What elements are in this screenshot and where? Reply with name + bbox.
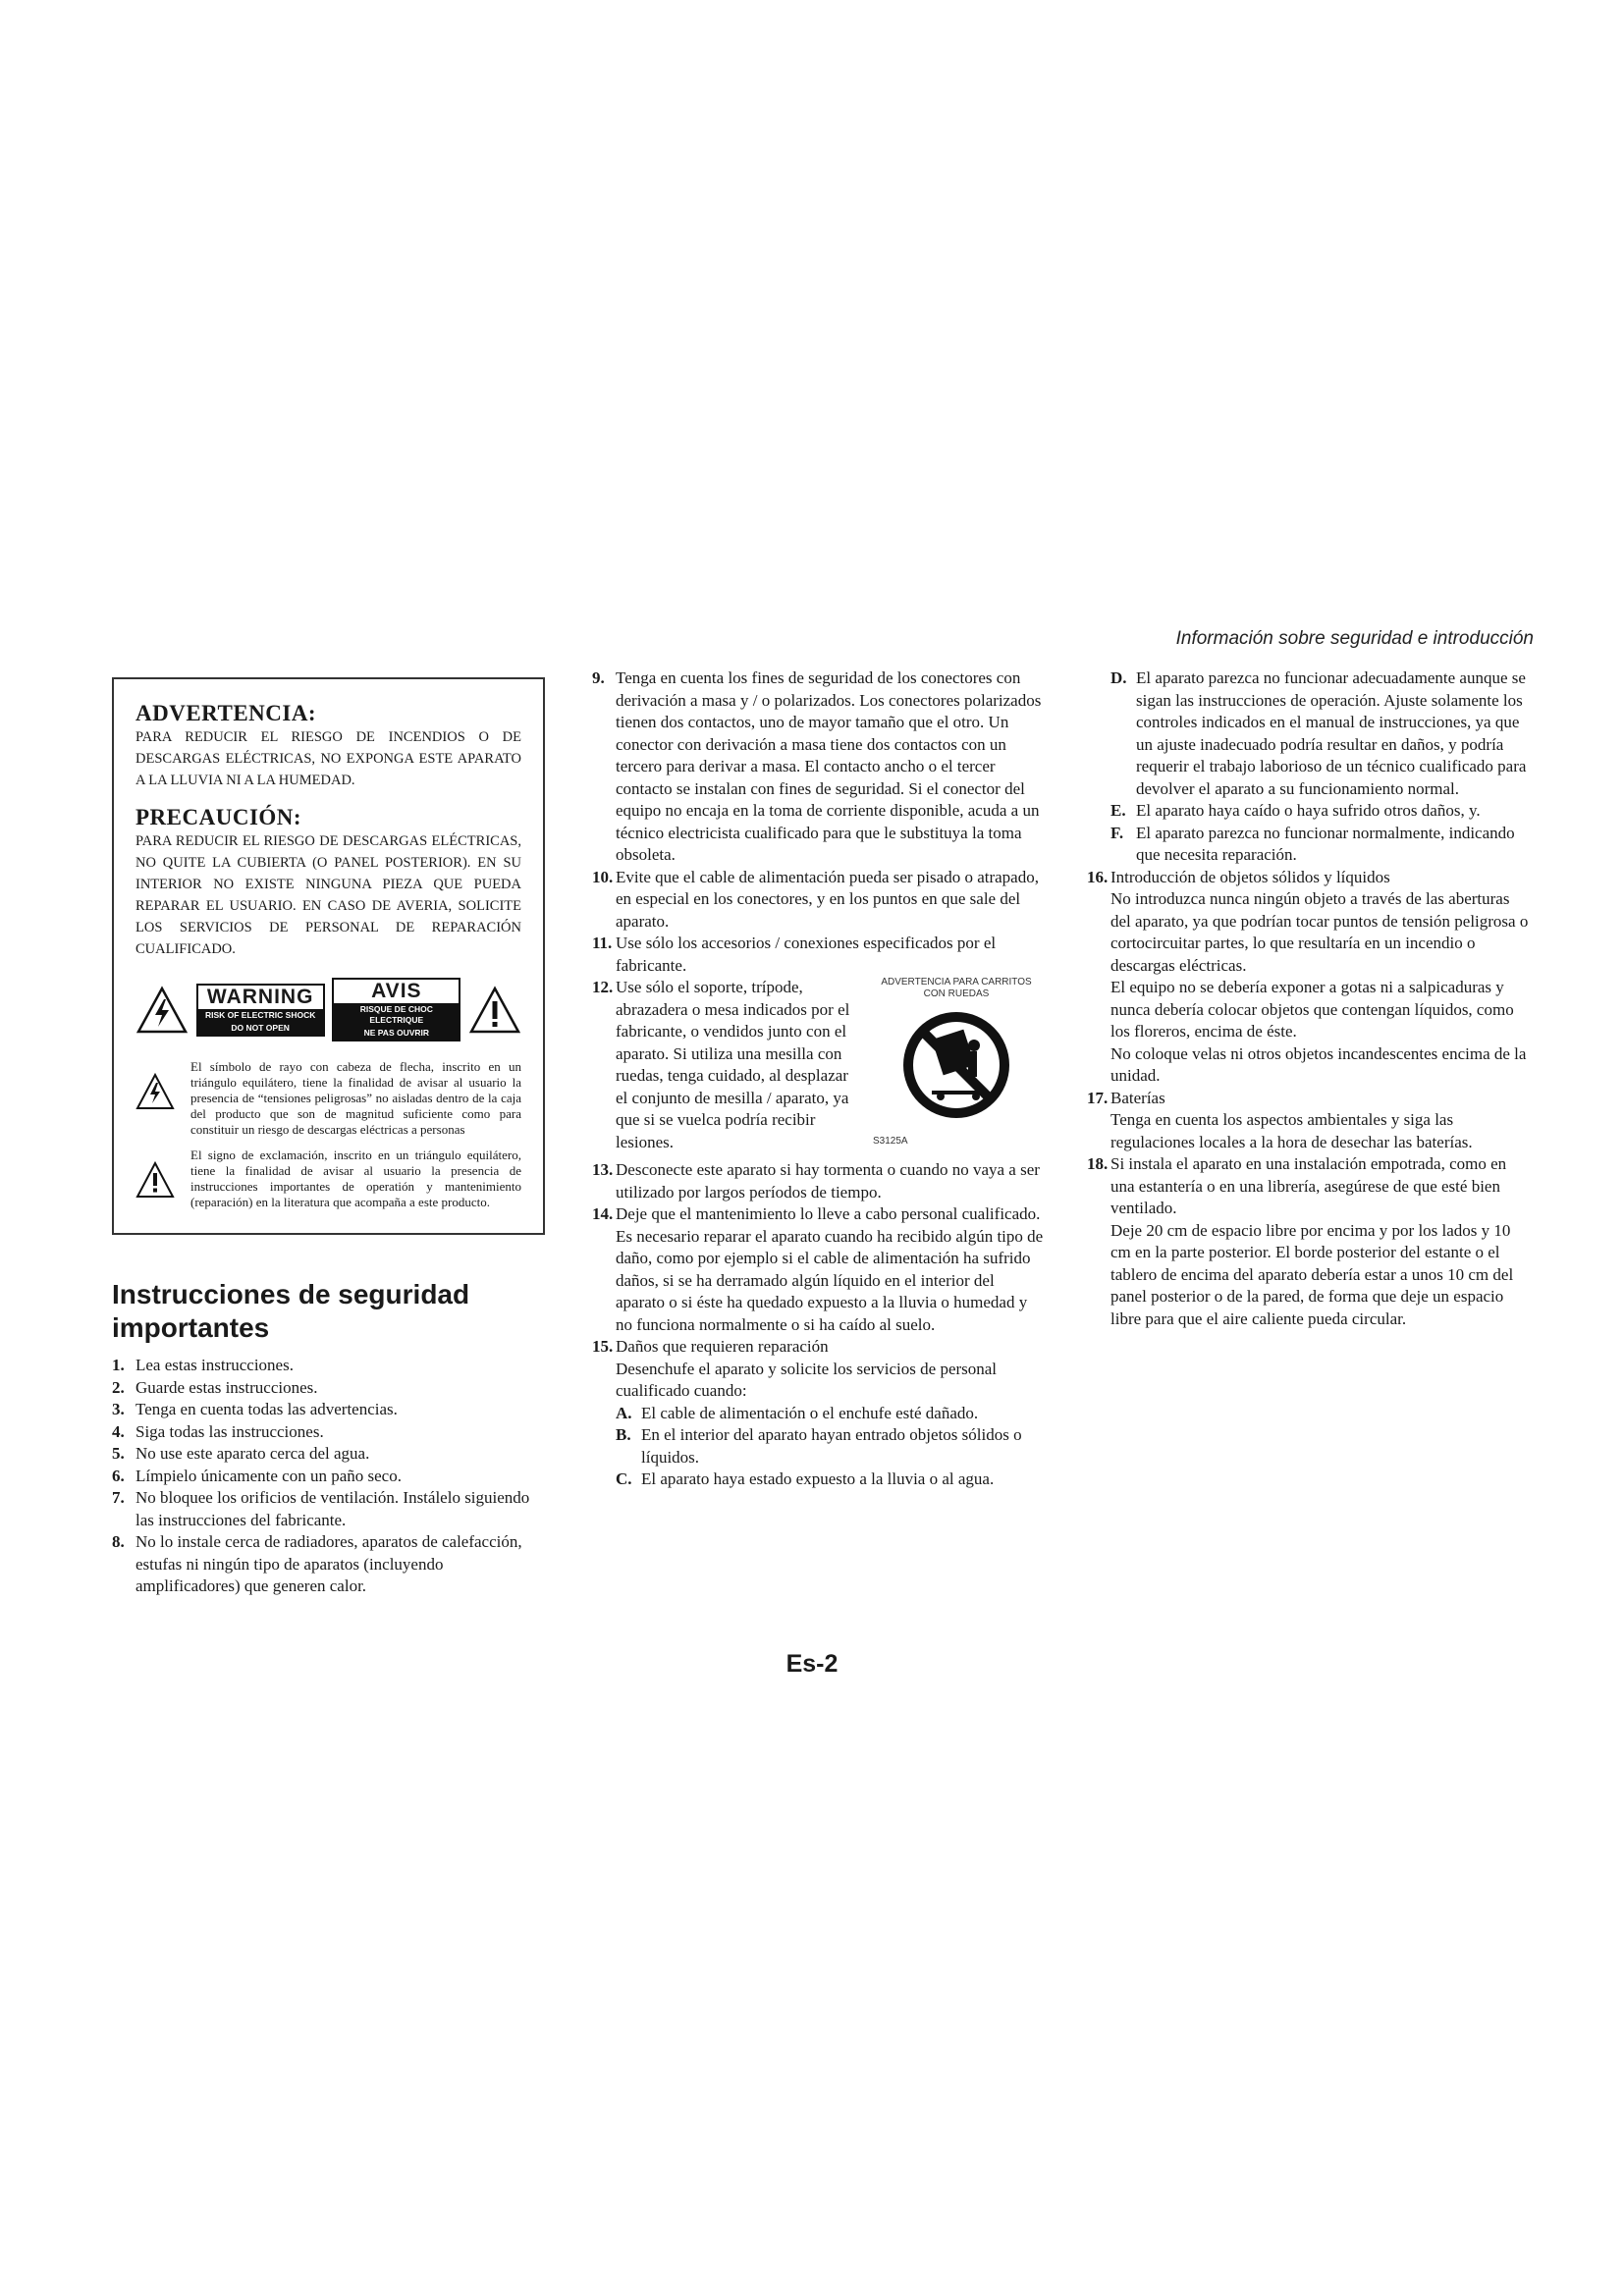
sub-item-letter: A.	[616, 1403, 632, 1422]
instructions-list-col1	[112, 1355, 544, 1598]
cart-tipover-icon	[897, 1006, 1015, 1124]
sub-item-b	[616, 1424, 1044, 1468]
item-number: 15.	[592, 1337, 614, 1356]
precaucion-text: PARA REDUCIR EL RIESGO DE DESCARGAS ELÉCTRICAS, NO QUITE LA CUBIERTA (O PANEL POSTERIOR). EN SU INTERIOR NO EXISTE NINGUNA PIEZA QUE PUEDA REPARAR EL USUARIO. EN CASO DE AVERIA, SOLICITE LOS SERVICIOS DE PERSONAL DE REPARACIÓN CUALIFICADO.	[135, 833, 521, 957]
item-number: 16.	[1087, 867, 1109, 886]
cart-caption-line2: CON RUEDAS	[923, 988, 990, 999]
sub-item-a	[616, 1403, 1044, 1425]
page-number: Es-2	[785, 1650, 839, 1678]
list-item-15	[592, 1336, 1044, 1491]
advertencia-title: ADVERTENCIA:	[135, 701, 317, 725]
item-text: Si instala el aparato en una instalación empotrada, como en una estantería o en una librería, asegúrese de que esté bien ventilado.	[1110, 1154, 1507, 1217]
item-text: Tenga en cuenta los fines de seguridad de los conectores con derivación a masa y / o polarizados. Los conectores polarizados tienen dos contactos, uno de mayor tamaño que el otro. Un conector con derivación a masa tiene dos contactos con un tercero para derivar a masa. El contacto ancho o el tercer contacto se instalan con fines de seguridad. Si el conector del equipo no encaja en la toma de corriente disponible, acuda a un técnico electricista cualificado para que le substituya la toma obsoleta.	[616, 668, 1042, 864]
list-item-11	[592, 933, 1044, 977]
list-item-17	[1087, 1088, 1531, 1154]
item-text: No lo instale cerca de radiadores, aparatos de calefacción, estufas ni ningún tipo de aparatos (incluyendo amplificadores) que generen calor.	[135, 1532, 522, 1595]
item-intro: Desenchufe el aparato y solicite los servicios de personal cualificado cuando:	[616, 1359, 998, 1400]
warning-label-line1: RISK OF ELECTRIC SHOCK	[198, 1009, 323, 1022]
sub-item-d	[1110, 667, 1531, 800]
exclamation-triangle-icon	[468, 986, 521, 1035]
sub-item-text: El aparato haya estado expuesto a la lluvia o al agua.	[641, 1469, 995, 1488]
item-number: 7.	[112, 1488, 125, 1507]
warning-labels-row	[135, 978, 521, 1041]
item-number: 9.	[592, 668, 605, 687]
list-item-14	[592, 1203, 1044, 1336]
item-number: 3.	[112, 1400, 125, 1418]
item-text: Daños que requieren reparación	[616, 1337, 829, 1356]
avis-label-title: AVIS	[371, 980, 422, 1002]
item-number: 13.	[592, 1160, 614, 1179]
warning-label-line2: DO NOT OPEN	[198, 1022, 323, 1035]
sub-item-f	[1110, 823, 1531, 867]
list-item	[112, 1355, 544, 1377]
list-item	[112, 1377, 544, 1400]
item-number: 14.	[592, 1204, 614, 1223]
item-number: 4.	[112, 1421, 125, 1441]
list-item	[112, 1531, 544, 1598]
item-number: 6.	[112, 1466, 125, 1485]
item-text: Límpielo únicamente con un paño seco.	[135, 1466, 402, 1485]
item-number: 8.	[112, 1532, 125, 1551]
precaucion-title: PRECAUCIÓN:	[135, 805, 302, 829]
lightning-triangle-icon	[135, 1073, 175, 1110]
sub-item-text: El aparato haya caído o haya sufrido otros daños, y.	[1136, 801, 1481, 820]
item-number: 17.	[1087, 1088, 1109, 1107]
list-item-18	[1087, 1153, 1531, 1330]
exclamation-explanation-text: El signo de exclamación, inscrito en un triángulo equilátero, tiene la finalidad de avisar al usuario la presencia de instrucciones importantes de operatión y mantenimiento (reparación) en la literatura que acompaña a este producto.	[190, 1148, 521, 1209]
item-text: Guarde estas instrucciones.	[135, 1377, 318, 1397]
item-text: Use sólo los accesorios / conexiones especificados por el fabricante.	[616, 934, 997, 975]
lightning-triangle-icon	[135, 986, 189, 1035]
cart-figure-code: S3125A	[873, 1135, 908, 1147]
sub-item-letter: E.	[1110, 801, 1126, 820]
running-header: Información sobre seguridad e introducción	[1175, 628, 1534, 649]
item-text: No use este aparato cerca del agua.	[135, 1444, 370, 1463]
item-text: No bloquee los orificios de ventilación. Instálelo siguiendo las instrucciones del fabricante.	[135, 1488, 530, 1529]
item-text: Deje que el mantenimiento lo lleve a cabo personal cualificado. Es necesario reparar el aparato cuando ha recibido algún tipo de daño, como por ejemplo si el cable de alimentación ha sufrido daños, si se ha derramado algún líquido en el interior del aparato o si éste ha quedado expuesto a la lluvia o humedad y no funciona normalmente o si ha caído al suelo.	[616, 1204, 1044, 1334]
item-text: Lea estas instrucciones.	[135, 1356, 294, 1374]
list-item	[112, 1399, 544, 1421]
section-title-line2: importantes	[112, 1312, 270, 1343]
item-paragraph: Deje 20 cm de espacio libre por encima y por los lados y 10 cm en la parte posterior. El borde posterior del estante o el tablero de encima del aparato debería estar a unos 10 cm del panel posterior o de la pared, de forma que deje un espacio libre para que el aire caliente pueda circular.	[1110, 1220, 1514, 1328]
sub-item-text: El aparato parezca no funcionar adecuadamente aunque se sigan las instrucciones de operación. Ajuste solamente los controles indicados en el manual de instrucciones, ya que un ajuste inadecuado podría resultar en daños, y podría requerir el trabajo laborioso de un técnico cualificado para devolver el aparato a su funcionamiento normal.	[1136, 668, 1527, 798]
sub-item-text: El cable de alimentación o el enchufe esté dañado.	[641, 1403, 979, 1422]
item-paragraph: No introduzca nunca ningún objeto a través de las aberturas del aparato, ya que podrían tocar puntos de tensión peligrosa o cortocircuitar partes, lo que resultaría en un incendio o descargas eléctricas.	[1110, 889, 1529, 975]
item-number: 10.	[592, 867, 614, 886]
advertencia-text: PARA REDUCIR EL RIESGO DE INCENDIOS O DE DESCARGAS ELÉCTRICAS, NO EXPONGA ESTE APARATO A LA LLUVIA NI A LA HUMEDAD.	[135, 729, 521, 788]
item-15-continued	[1087, 667, 1531, 867]
item-text: Baterías	[1110, 1088, 1165, 1107]
sub-item-e	[1110, 800, 1531, 823]
lightning-explanation	[135, 1059, 521, 1138]
avis-label-line1: RISQUE DE CHOC ELECTRIQUE	[334, 1003, 459, 1027]
sub-item-letter: D.	[1110, 668, 1127, 687]
list-item	[112, 1487, 544, 1531]
sub-item-text: El aparato parezca no funcionar normalmente, indicando que necesita reparación.	[1136, 823, 1515, 864]
item-text: Siga todas las instrucciones.	[135, 1421, 324, 1441]
item-number: 11.	[592, 934, 613, 952]
lightning-explanation-text: El símbolo de rayo con cabeza de flecha, inscrito en un triángulo equilátero, tiene la finalidad de avisar al usuario la presencia de “tensiones peligrosas” no aisladas dentro de la caja del producto que son de magnitud suficiente como para constituir un riesgo de descargas eléctricas a personas	[190, 1059, 521, 1137]
warning-label-title: WARNING	[206, 985, 314, 1008]
avis-label	[332, 978, 460, 1041]
sub-item-letter: C.	[616, 1469, 632, 1488]
cart-caption-line1: ADVERTENCIA PARA CARRITOS	[881, 977, 1032, 988]
item-text: Desconecte este aparato si hay tormenta o cuando no vaya a ser utilizado por largos períodos de tiempo.	[616, 1160, 1040, 1201]
sub-item-letter: F.	[1110, 823, 1124, 842]
item-number: 1.	[112, 1356, 125, 1374]
item-text: Tenga en cuenta todas las advertencias.	[135, 1400, 398, 1418]
item-number: 2.	[112, 1377, 125, 1397]
item-paragraph: No coloque velas ni otros objetos incandescentes encima de la unidad.	[1110, 1043, 1527, 1085]
item-number: 5.	[112, 1444, 125, 1463]
warning-box	[112, 677, 545, 1235]
item-number: 12.	[592, 978, 614, 996]
exclamation-triangle-icon	[135, 1161, 175, 1199]
instructions-list-col2	[592, 667, 1044, 1491]
list-item-12	[592, 977, 1044, 1159]
list-item-13	[592, 1159, 1044, 1203]
instructions-list-col3	[1087, 667, 1531, 1330]
avis-label-line2: NE PAS OUVRIR	[334, 1027, 459, 1040]
list-item-9	[592, 667, 1044, 867]
cart-warning-figure	[869, 977, 1044, 1152]
list-item-16	[1087, 867, 1531, 1088]
item-number: 18.	[1087, 1154, 1109, 1173]
exclamation-explanation	[135, 1148, 521, 1210]
item-text: Use sólo el soporte, trípode, abrazadera o mesa indicados por el fabricante, o vendidos junto con el aparato. Si utiliza una mesilla con ruedas, tenga cuidado, al desplazar el conjunto de mesilla / aparato, ya que si se vuelca podría recibir lesiones.	[616, 978, 850, 1151]
sub-item-c	[616, 1468, 1044, 1491]
list-item	[112, 1421, 544, 1444]
item-paragraph: Tenga en cuenta los aspectos ambientales y siga las regulaciones locales a la hora de desechar las baterías.	[1110, 1110, 1473, 1151]
list-item	[112, 1466, 544, 1488]
list-item-10	[592, 867, 1044, 934]
item-text: Introducción de objetos sólidos y líquidos	[1110, 867, 1390, 886]
sub-item-text: En el interior del aparato hayan entrado objetos sólidos o líquidos.	[641, 1425, 1022, 1467]
list-item	[112, 1443, 544, 1466]
item-paragraph: El equipo no se debería exponer a gotas ni a salpicaduras y nunca debería colocar objetos que contengan líquidos, como los floreros, encima de éste.	[1110, 978, 1514, 1041]
item-text: Evite que el cable de alimentación pueda ser pisado o atrapado, en especial en los conectores, y en los puntos en que sale del aparato.	[616, 867, 1039, 931]
section-title	[112, 1278, 544, 1345]
sub-item-letter: B.	[616, 1425, 631, 1444]
warning-label	[196, 984, 325, 1037]
section-title-line1: Instrucciones de seguridad	[112, 1279, 470, 1309]
